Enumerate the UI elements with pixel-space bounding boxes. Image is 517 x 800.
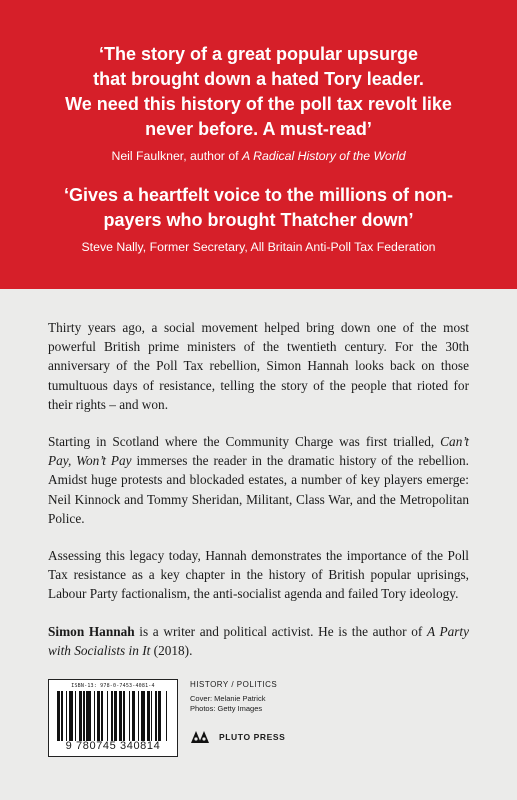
category-label: HISTORY / POLITICS (190, 680, 278, 689)
photo-credit: Photos: Getty Images (190, 704, 263, 713)
cover-credit: Cover: Melanie Patrick (190, 694, 266, 703)
quote-nally (20, 183, 497, 256)
publisher (190, 730, 285, 744)
quote-attribution: Neil Faulkner, author of A Radical History of the World (111, 149, 406, 163)
blurb-paragraph: Assessing this legacy today, Hannah demonstrates the importance of the Poll Tax resistance as a key chapter in the history of British popular uprisings, Labour Party factionalism, the anti-socialist agenda and failed Tory ideology. (48, 548, 469, 602)
barcode-bar (167, 691, 168, 741)
quote-attribution: Steve Nally, Former Secretary, All Britain Anti-Poll Tax Federation (81, 240, 436, 254)
quote-text: ‘Gives a heartfelt voice to the millions of non- payers who brought Thatcher down’ (63, 185, 454, 230)
author-bio: Simon Hannah is a writer and political activist. He is the author of A Party with Socialists in It (2018). (48, 623, 470, 658)
barcode-bars (57, 691, 169, 741)
blurb (48, 318, 469, 660)
quotes-band (0, 0, 517, 289)
pluto-press-logo-icon (190, 730, 214, 744)
quote-text: ‘The story of a great popular upsurge that brought down a hated Tory leader. We need this history of the poll tax revolt like never before. A must-read’ (65, 44, 452, 139)
quote-faulkner (30, 42, 487, 165)
blurb-paragraph: Starting in Scotland where the Community Charge was first trialled, Can’t Pay, Won’t Pay immerses the reader in the dramatic history of the rebellion. Amidst huge protests and blockaded estates, a number of key players emerge: Neil Kinnock and Tommy Sheridan, Militant, Class War, and the Metropolitan Police. (48, 434, 469, 526)
barcode-number: 9 780745 340814 (65, 740, 161, 752)
barcode (48, 679, 178, 757)
blurb-paragraph: Thirty years ago, a social movement helped bring down one of the most powerful British prime ministers of the twentieth century. For the 30th anniversary of the Poll Tax rebellion, Simon Hannah looks back on those tumultuous days of resistance, telling the story of the people that rioted for their rights – and won. (48, 320, 469, 412)
isbn-text: ISBN-13: 978-0-7453-4081-4 (71, 683, 155, 689)
cover-meta (190, 680, 285, 744)
publisher-name: PLUTO PRESS (219, 732, 286, 742)
